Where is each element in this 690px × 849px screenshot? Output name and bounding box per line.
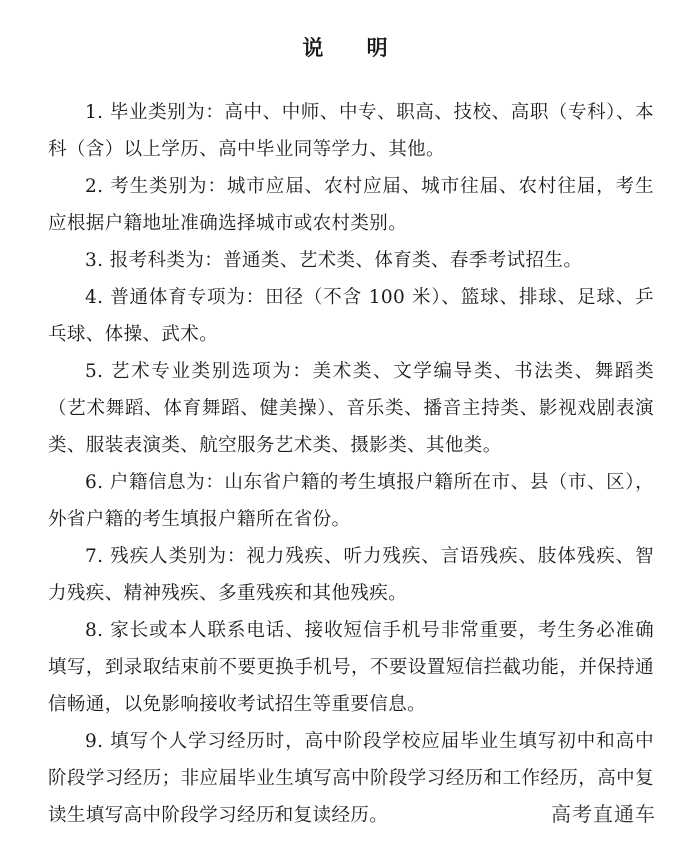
instruction-item-9: 9. 填写个人学习经历时，高中阶段学校应届毕业生填写初中和高中阶段学习经历；非应届毕业生填写高中阶段学习经历和工作经历，高中复读生填写高中阶段学习经历和复读经历。 <box>48 731 654 826</box>
instruction-list <box>48 94 654 834</box>
instruction-item-3: 3. 报考科类为：普通类、艺术类、体育类、春季考试招生。 <box>85 250 583 271</box>
instruction-item-6: 6. 户籍信息为：山东省户籍的考生填报户籍所在市、县（市、区），外省户籍的考生填报户籍所在省份。 <box>48 472 654 530</box>
instruction-item-4: 4. 普通体育专项为：田径（不含 100 米）、篮球、排球、足球、乒乓球、体操、武术。 <box>48 287 654 345</box>
watermark-label: 高考直通车 <box>545 796 662 829</box>
instruction-item-8: 8. 家长或本人联系电话、接收短信手机号非常重要，考生务必准确填写，到录取结束前不要更换手机号，不要设置短信拦截功能，并保持通信畅通，以免影响接收考试招生等重要信息。 <box>48 620 654 715</box>
instruction-item-7: 7. 残疾人类别为：视力残疾、听力残疾、言语残疾、肢体残疾、智力残疾、精神残疾、多重残疾和其他残疾。 <box>48 546 654 604</box>
instruction-item-5: 5. 艺术专业类别选项为：美术类、文学编导类、书法类、舞蹈类（艺术舞蹈、体育舞蹈、健美操）、音乐类、播音主持类、影视戏剧表演类、服装表演类、航空服务艺术类、摄影类、其他类。 <box>48 361 654 456</box>
instruction-item-1: 1. 毕业类别为：高中、中师、中专、职高、技校、高职（专科）、本科（含）以上学历、高中毕业同等学力、其他。 <box>48 102 654 160</box>
page-title: 说 明 <box>302 35 406 60</box>
instruction-item-2: 2. 考生类别为：城市应届、农村应届、城市往届、农村往届，考生应根据户籍地址准确选择城市或农村类别。 <box>48 176 654 234</box>
